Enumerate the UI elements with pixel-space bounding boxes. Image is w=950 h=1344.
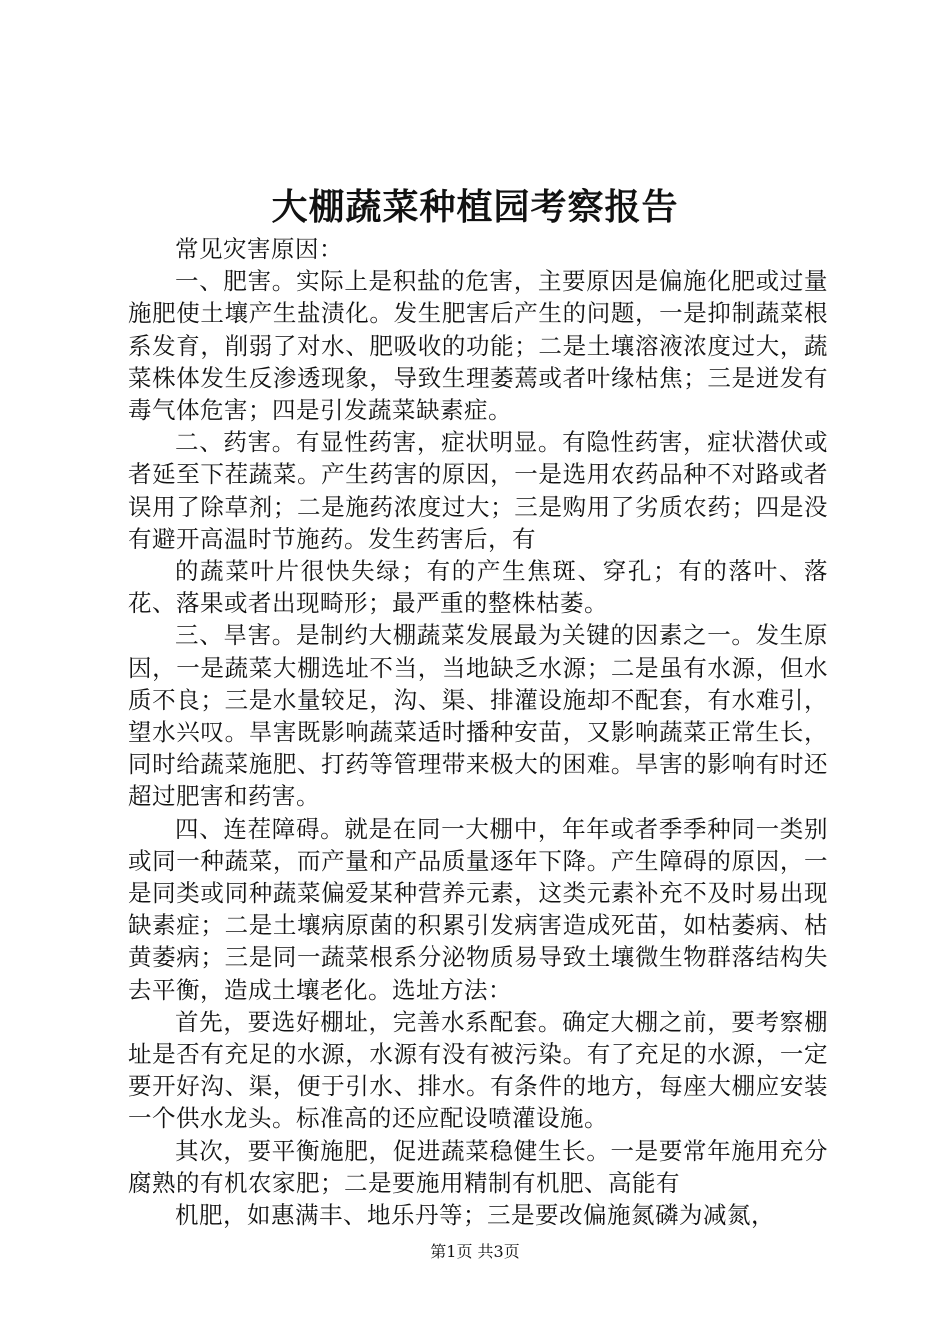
page-title: 大棚蔬菜种植园考察报告 [271, 186, 679, 228]
paragraph: 首先，要选好棚址，完善水系配套。确定大棚之前，要考察棚址是否有充足的水源，水源有没有被污染。有了充足的水源，一定要开好沟、渠，便于引水、排水。有条件的地方，每座大棚应安装一个供水龙头。标准高的还应配设喷灌设施。 [128, 1007, 828, 1133]
paragraph: 一、肥害。实际上是积盐的危害，主要原因是偏施化肥或过量施肥使土壤产生盐渍化。发生肥害后产生的问题，一是抑制蔬菜根系发育，削弱了对水、肥吸收的功能；二是土壤溶液浓度过大，蔬菜株体发生反渗透现象，导致生理萎蔫或者叶缘枯焦；三是迸发有毒气体危害；四是引发蔬菜缺素症。 [128, 267, 828, 425]
paragraph: 其次，要平衡施肥，促进蔬菜稳健生长。一是要常年施用充分腐熟的有机农家肥；二是要施用精制有机肥、高能有 [128, 1136, 828, 1197]
paragraph: 二、药害。有显性药害，症状明显。有隐性药害，症状潜伏或者延至下茬蔬菜。产生药害的原因，一是选用农药品种不对路或者误用了除草剂；二是施药浓度过大；三是购用了劣质农药；四是没有避开高温时节施药。发生药害后，有 [128, 428, 828, 553]
paragraph: 常见灾害原因： [175, 235, 343, 263]
paragraph: 四、连茬障碍。就是在同一大棚中，年年或者季季种同一类别或同一种蔬菜，而产量和产品质量逐年下降。产生障碍的原因，一是同类或同种蔬菜偏爱某种营养元素，这类元素补充不及时易出现缺素症；二是土壤病原菌的积累引发病害造成死苗，如枯萎病、枯黄萎病；三是同一蔬菜根系分泌物质易导致土壤微生物群落结构失去平衡，造成土壤老化。选址方法： [128, 814, 828, 1004]
page-number: 第1页 共3页 [430, 1242, 520, 1261]
paragraph: 的蔬菜叶片很快失绿；有的产生焦斑、穿孔；有的落叶、落花、落果或者出现畸形；最严重的整株枯萎。 [128, 557, 828, 618]
paragraph: 三、旱害。是制约大棚蔬菜发展最为关键的因素之一。发生原因，一是蔬菜大棚选址不当，当地缺乏水源；二是虽有水源，但水质不良；三是水量较足，沟、渠、排灌设施却不配套，有水难引，望水兴叹。旱害既影响蔬菜适时播种安苗，又影响蔬菜正常生长，同时给蔬菜施肥、打药等管理带来极大的困难。旱害的影响有时还超过肥害和药害。 [128, 621, 828, 811]
paragraph: 机肥，如惠满丰、地乐丹等；三是要改偏施氮磷为减氮， [175, 1201, 775, 1230]
document-body [128, 233, 828, 1231]
